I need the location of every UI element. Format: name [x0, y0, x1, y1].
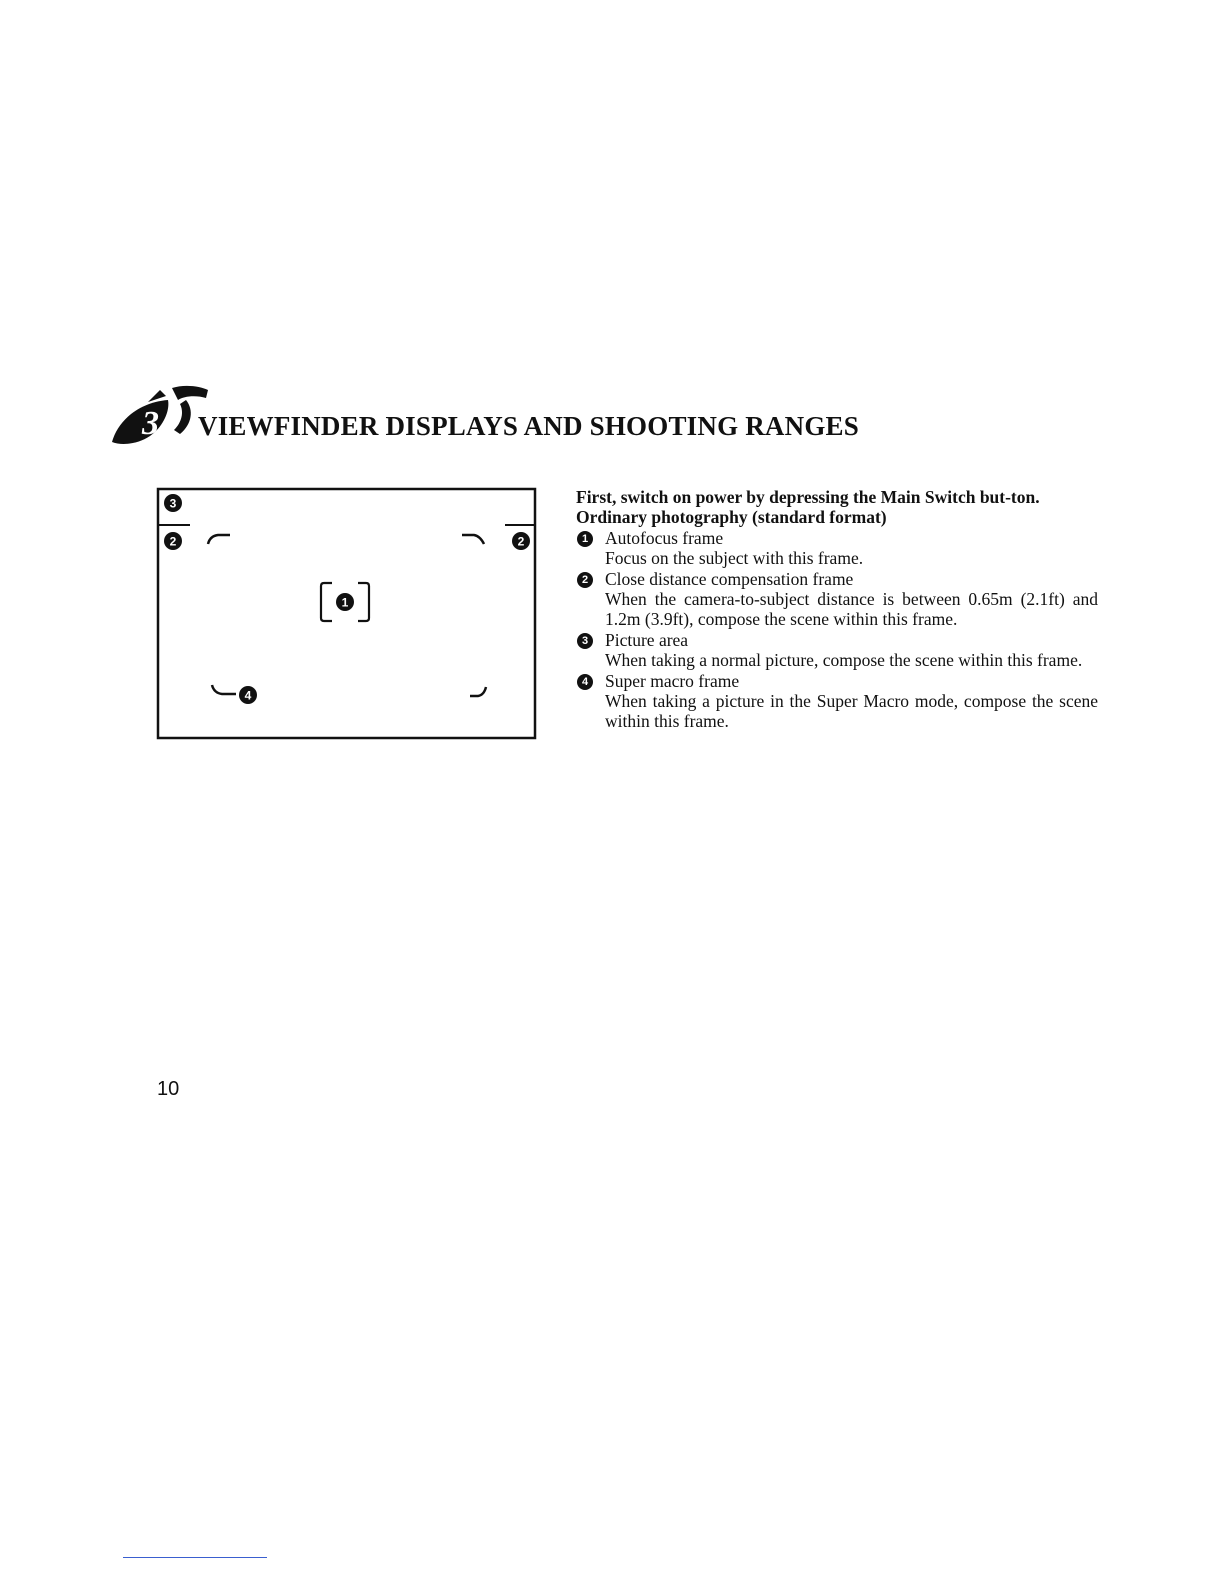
page-title: VIEWFINDER DISPLAYS AND SHOOTING RANGES — [198, 411, 859, 441]
super-macro-corner-bottom-right — [470, 687, 486, 696]
list-item-autofocus — [576, 528, 1098, 569]
svg-text:2: 2 — [169, 534, 177, 549]
picture-area-frame — [158, 489, 535, 738]
picture-area-marker — [164, 494, 182, 512]
svg-text:4: 4 — [244, 688, 252, 703]
section-heading: Ordinary photography (standard format) — [576, 507, 887, 528]
item-description: Focus on the subject with this frame. — [605, 548, 864, 569]
number-marker: 1 — [577, 531, 593, 547]
svg-text:2: 2 — [517, 534, 525, 549]
item-list — [576, 528, 1098, 732]
item-title: Autofocus frame — [605, 527, 724, 548]
page-number: 10 — [157, 1078, 180, 1100]
item-title: Close distance compensation frame — [605, 568, 854, 589]
list-item-super-macro — [576, 671, 1098, 732]
viewfinder-diagram — [156, 486, 542, 742]
number-marker: 4 — [577, 674, 593, 690]
chapter-3-icon — [108, 380, 208, 446]
intro-text: First, switch on power by depressing the Main Switch but-ton. — [576, 487, 1040, 507]
number-marker: 2 — [577, 572, 593, 588]
close-distance-corner-top-left — [208, 535, 230, 544]
list-item-picture-area — [576, 630, 1098, 671]
item-description: When the camera-to-subject distance is between 0.65m (2.1ft) and 1.2m (3.9ft), compose the scene within this frame. — [605, 589, 1098, 630]
close-distance-marker-left — [164, 532, 182, 550]
autofocus-marker: 1 — [341, 595, 349, 610]
super-macro-corner-bottom-left — [212, 685, 236, 694]
close-distance-corner-top-right — [462, 535, 484, 544]
close-distance-marker-right — [512, 532, 530, 550]
instructions — [576, 487, 1098, 732]
page-header — [108, 380, 928, 446]
bottom-rule — [123, 1557, 267, 1558]
list-item-close-distance — [576, 569, 1098, 630]
autofocus-frame — [321, 583, 369, 621]
item-title: Picture area — [605, 629, 689, 650]
item-title: Super macro frame — [605, 670, 740, 691]
svg-text:3: 3 — [169, 496, 177, 511]
item-description: When taking a normal picture, compose the scene within this frame. — [605, 650, 1083, 671]
number-marker: 3 — [577, 633, 593, 649]
chapter-number: 3 — [142, 405, 159, 442]
item-description: When taking a picture in the Super Macro mode, compose the scene within this frame. — [605, 691, 1098, 732]
super-macro-marker — [239, 686, 257, 704]
